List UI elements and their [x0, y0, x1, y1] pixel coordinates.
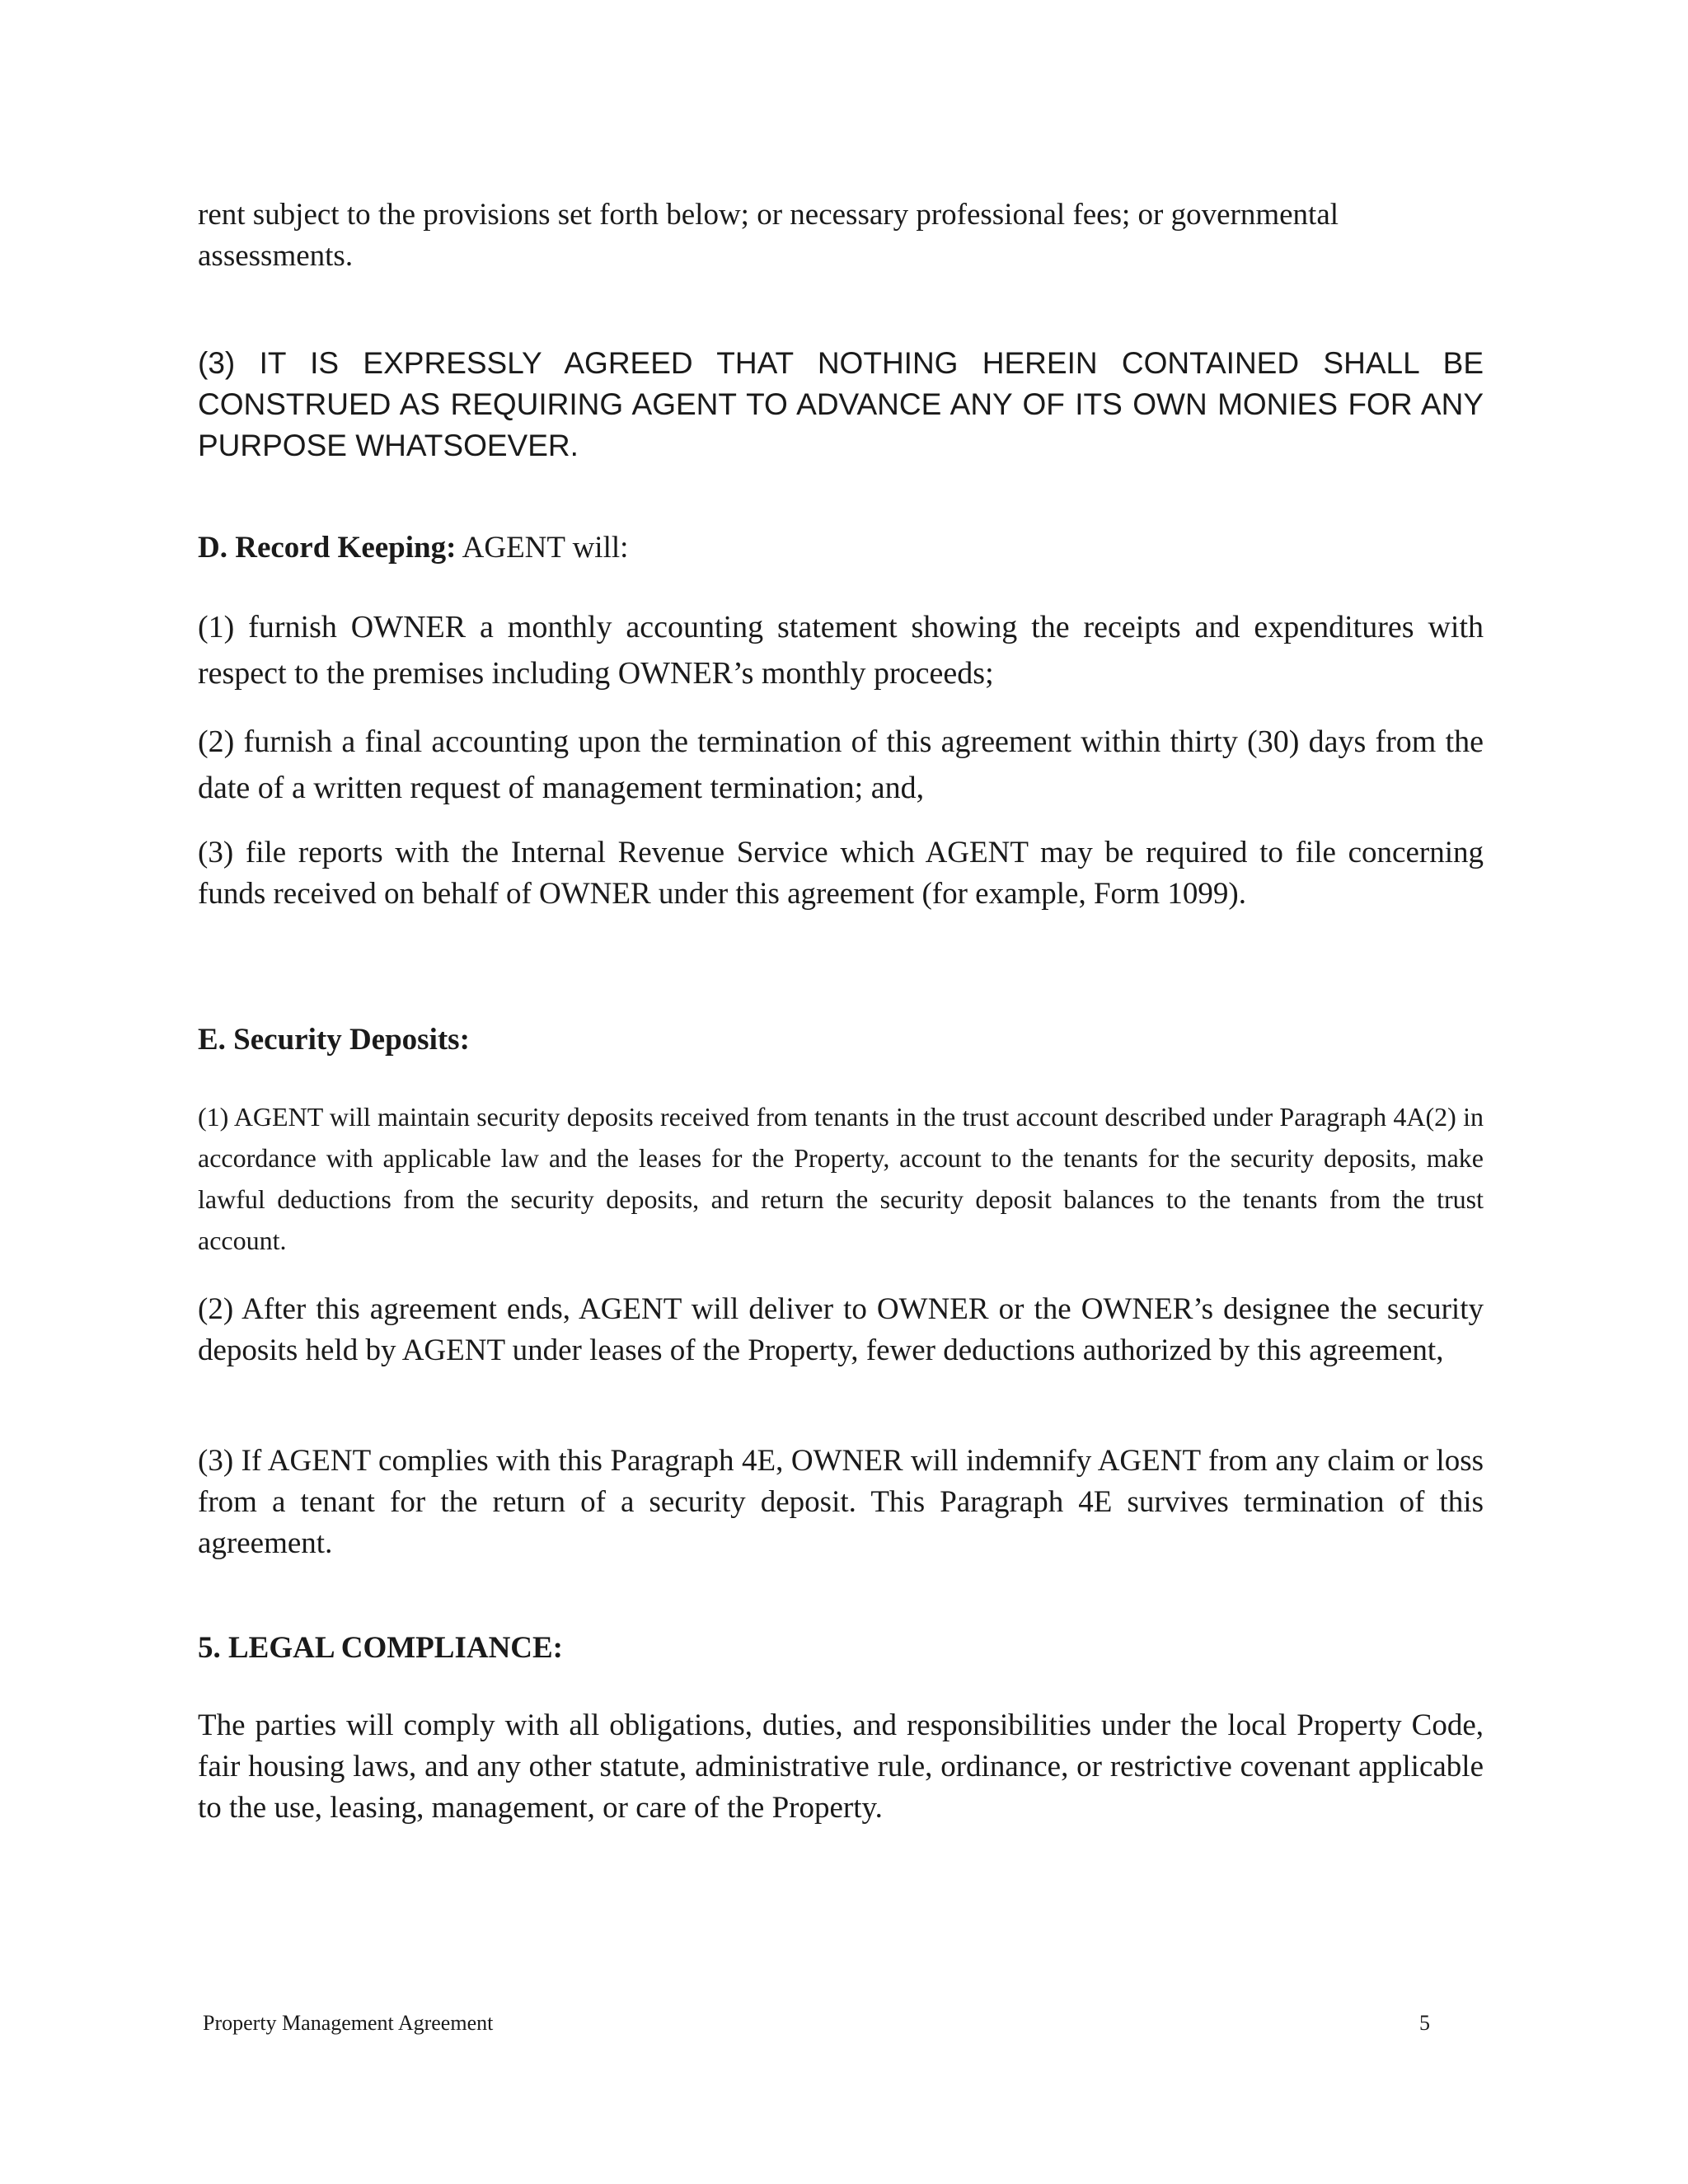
section-d-heading [198, 527, 1484, 569]
section-d-title: D. Record Keeping: [198, 531, 457, 565]
continuation-paragraph: rent subject to the provisions set forth below; or necessary professional fees; or governmental assessments. [198, 198, 1339, 273]
record-keeping-item-1: (1) furnish OWNER a monthly accounting statement showing the receipts and expenditures with respect to the premises including OWNER’s monthly proceeds; [198, 610, 1484, 691]
footer-title: Property Management Agreement [203, 2011, 494, 2035]
section-5-heading: 5. LEGAL COMPLIANCE: [198, 1631, 564, 1665]
record-keeping-item-3: (3) file reports with the Internal Revenue Service which AGENT may be required to file concerning funds received on behalf of OWNER under this agreement (for example, Form 1099). [198, 836, 1484, 911]
legal-compliance-body: The parties will comply with all obligations, duties, and responsibilities under the local Property Code, fair housing laws, and any other statute, administrative rule, ordinance, or restrictive covenant applicable to the use, leasing, management, or care of the Property. [198, 1708, 1484, 1825]
security-deposit-item-3: (3) If AGENT complies with this Paragraph 4E, OWNER will indemnify AGENT from any claim or loss from a tenant for the return of a security deposit. This Paragraph 4E survives termination of this agreement. [198, 1444, 1484, 1560]
security-deposit-item-1: (1) AGENT will maintain security deposits received from tenants in the trust account described under Paragraph 4A(2) in accordance with applicable law and the leases for the Property, account to the tenants for the security deposits, make lawful deductions from the security deposits, and return the security deposit balances to the tenants from the trust account. [198, 1102, 1484, 1255]
section-e-heading: E. Security Deposits: [198, 1023, 470, 1057]
no-advance-clause: (3) IT IS EXPRESSLY AGREED THAT NOTHING HEREIN CONTAINED SHALL BE CONSTRUED AS REQUIRING AGENT TO ADVANCE ANY OF ITS OWN MONIES FOR ANY PURPOSE WHATSOEVER. [198, 346, 1484, 462]
section-d-title-suffix: AGENT will: [456, 531, 629, 565]
security-deposit-item-2: (2) After this agreement ends, AGENT will deliver to OWNER or the OWNER’s designee the security deposits held by AGENT under leases of the Property, fewer deductions authorized by this agreement, [198, 1292, 1484, 1367]
footer-page-number: 5 [1419, 2011, 1430, 2035]
record-keeping-item-2: (2) furnish a final accounting upon the termination of this agreement within thirty (30) days from the date of a written request of management termination; and, [198, 724, 1484, 805]
